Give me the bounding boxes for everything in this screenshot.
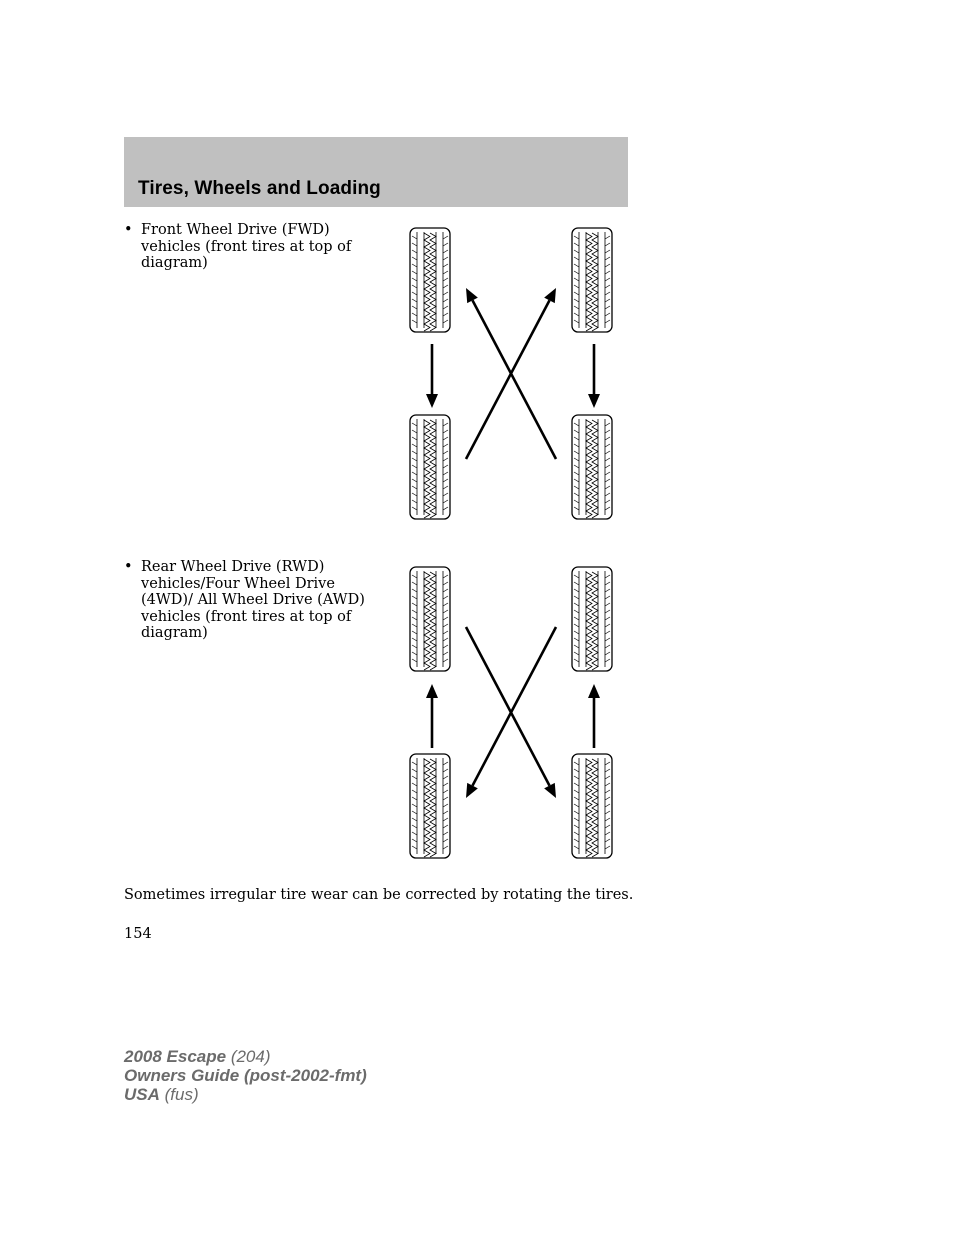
- bullet-text: Front Wheel Drive (FWD) vehicles (front tires at top of diagram): [141, 222, 352, 271]
- tire-front-right: [572, 567, 612, 671]
- bullet-symbol: •: [124, 559, 133, 575]
- section-title: Tires, Wheels and Loading: [138, 178, 381, 199]
- fwd-rotation-diagram: [400, 222, 625, 527]
- document-footer: [124, 1047, 367, 1104]
- tire-rear-right: [572, 415, 612, 519]
- page-number: 154: [124, 926, 152, 942]
- rwd-4wd-awd-rotation-diagram: [400, 561, 625, 866]
- tire-front-left: [410, 567, 450, 671]
- arrow-right-rear-to-front: [588, 684, 600, 748]
- arrow-right-front-to-rear: [588, 344, 600, 408]
- body-paragraph: Sometimes irregular tire wear can be corrected by rotating the tires.: [124, 887, 634, 903]
- bullet-text: Rear Wheel Drive (RWD) vehicles/Four Wheel Drive (4WD)/ All Wheel Drive (AWD) vehicles (front tires at top of diagram): [141, 559, 365, 641]
- section-header: [124, 137, 628, 207]
- arrow-left-rear-to-front: [426, 684, 438, 748]
- footer-line-1: 2008 Escape (204): [124, 1047, 271, 1066]
- tire-rear-left: [410, 415, 450, 519]
- footer-line-2: Owners Guide (post-2002-fmt): [124, 1066, 367, 1085]
- tire-rear-right: [572, 754, 612, 858]
- tire-front-left: [410, 228, 450, 332]
- tire-rear-left: [410, 754, 450, 858]
- bullet-symbol: •: [124, 222, 133, 238]
- footer-line-3: USA (fus): [124, 1085, 199, 1104]
- tire-front-right: [572, 228, 612, 332]
- arrow-left-front-to-rear: [426, 344, 438, 408]
